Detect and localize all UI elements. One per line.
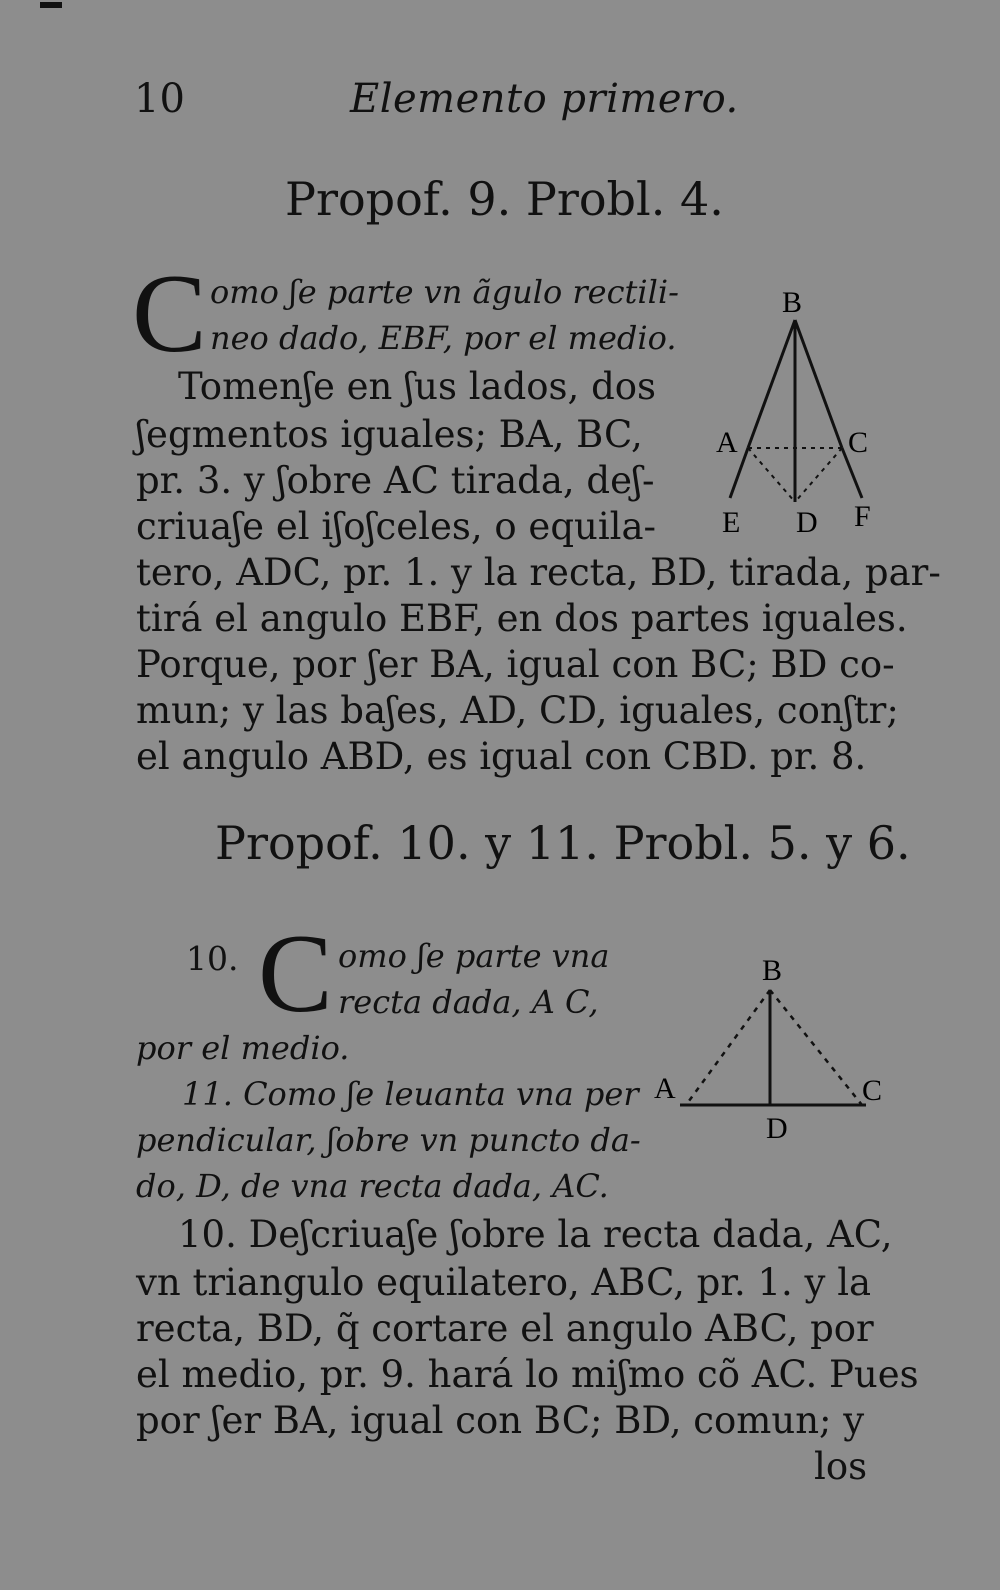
prop9-dropcap: C [132, 252, 207, 376]
fig9-label-f: F [854, 500, 871, 533]
fig9-label-d: D [796, 506, 818, 539]
prop10-statement-line: omo ʃe parte vna [338, 937, 610, 975]
prop9-body-line: tirá el angulo EBF, en dos partes iguales. [136, 597, 908, 640]
prop10-body-line: recta, BD, q̃ cortare el angulo ABC, por [136, 1307, 874, 1350]
prop11-statement-line: do, D, de vna recta dada, AC. [136, 1167, 609, 1205]
prop10-figure [650, 950, 910, 1150]
prop9-figure [700, 270, 900, 540]
prop9-body-line: mun; y las baʃes, AD, CD, iguales, conʃtr; [136, 689, 899, 732]
prop9-body-line: Tomenʃe en ʃus lados, dos [178, 365, 657, 408]
fig9-label-c: C [848, 426, 869, 459]
fig10-label-c: C [862, 1074, 883, 1107]
fig9-label-e: E [722, 506, 741, 539]
fig9-label-a: A [716, 426, 738, 459]
prop10-dropcap: C [258, 912, 333, 1036]
prop11-statement-line: pendicular, ʃobre vn puncto da- [136, 1121, 641, 1159]
prop9-body-line: ʃegmentos iguales; BA, BC, [136, 413, 643, 456]
scan-mark [40, 2, 62, 8]
prop9-body-line: criuaʃe el iʃoʃceles, o equila- [136, 505, 657, 548]
prop10-body-line: vn triangulo equilatero, ABC, pr. 1. y la [136, 1261, 872, 1304]
prop9-body-line: el angulo ABD, es igual con CBD. pr. 8. [136, 735, 867, 778]
fig9-label-b: B [782, 286, 803, 319]
prop9-statement-line: omo ʃe parte vn ãgulo rectili- [210, 273, 679, 311]
prop9-body-line: pr. 3. y ʃobre AC tirada, deʃ- [136, 459, 655, 502]
prop9-body-line: Porque, por ʃer BA, igual con BC; BD co- [136, 643, 895, 686]
prop9-statement-line: neo dado, EBF, por el medio. [210, 319, 677, 357]
prop10-statement-line: recta dada, A C, [338, 983, 599, 1021]
catchword: los [814, 1445, 868, 1488]
prop10-body-line: 10. Deʃcriuaʃe ʃobre la recta dada, AC, [178, 1213, 893, 1256]
prop11-statement-line: 11. Como ʃe leuanta vna per [182, 1075, 639, 1113]
fig10-label-a: A [654, 1072, 676, 1105]
prop10-heading: Propof. 10. y 11. Probl. 5. y 6. [215, 816, 911, 870]
prop10-body-line: el medio, pr. 9. hará lo miʃmo cõ AC. Pues [136, 1353, 919, 1396]
prop10-statement-line: por el medio. [136, 1029, 350, 1067]
prop9-body-line: tero, ADC, pr. 1. y la recta, BD, tirada, par- [136, 551, 941, 594]
fig10-label-d: D [766, 1112, 788, 1145]
page-number: 10 [134, 76, 185, 122]
prop10-number: 10. [186, 939, 239, 978]
prop10-body-line: por ʃer BA, igual con BC; BD, comun; y [136, 1399, 865, 1442]
prop9-heading: Propof. 9. Probl. 4. [285, 172, 724, 226]
running-head: Elemento primero. [350, 76, 739, 122]
fig10-label-b: B [762, 954, 783, 987]
